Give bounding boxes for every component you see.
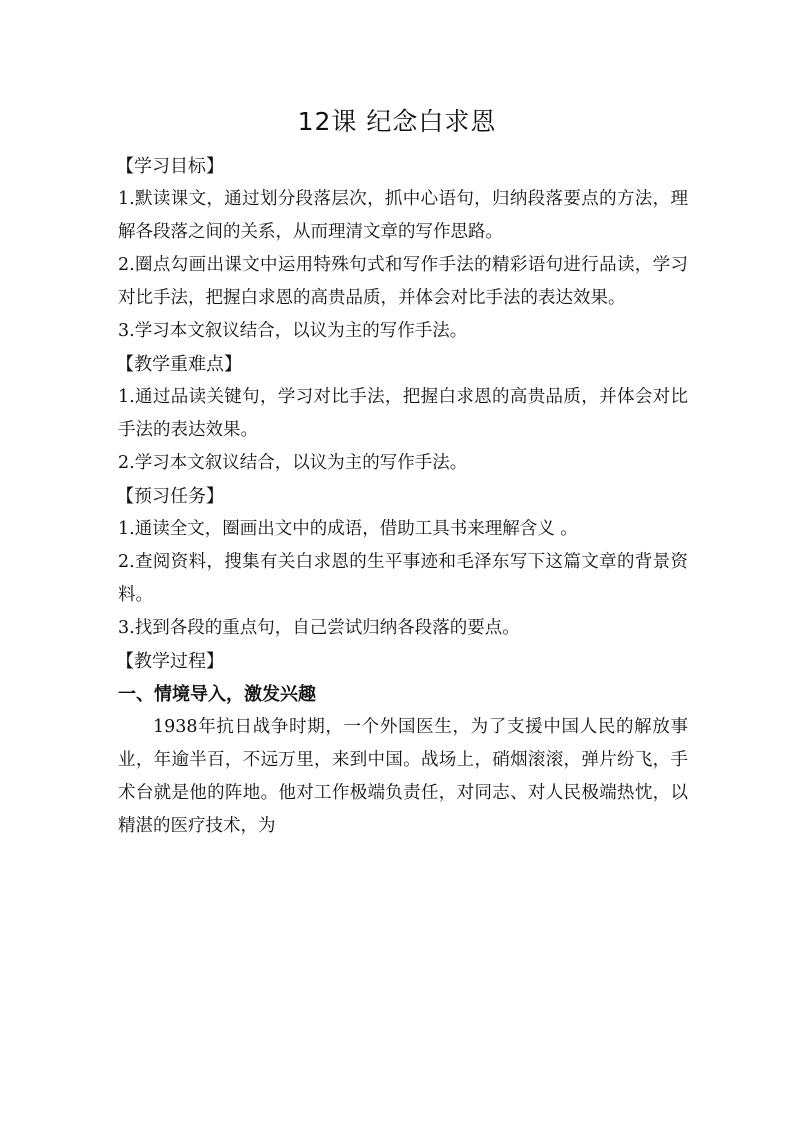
key-point-item-2: 2.学习本文叙议结合，以议为主的写作手法。	[118, 453, 468, 473]
section-heading-preview: 【预习任务】	[116, 486, 224, 507]
section-heading-process: 【教学过程】	[116, 651, 224, 672]
key-point-item-1: 1.通过品读关键句，学习对比手法，把握白求恩的高贵品质，并体会对比手法的表达效果。	[118, 387, 688, 440]
process-paragraph: 1938年抗日战争时期，一个外国医生，为了支援中国人民的解放事业，年逾半百，不远万里，来到中国。战场上，硝烟滚滚，弹片纷飞，手术台就是他的阵地。他对工作极端负责任，对同志、对人民极端热忱，以精湛的医疗技术，为	[118, 717, 688, 836]
page-title: 12课 纪念白求恩	[297, 107, 497, 136]
goal-item-1: 1.默读课文，通过划分段落层次，抓中心语句，归纳段落要点的方法，理解各段落之间的关系，从而理清文章的写作思路。	[118, 189, 688, 242]
document-body	[118, 150, 688, 843]
goal-item-3: 3.学习本文叙议结合，以议为主的写作手法。	[118, 321, 468, 341]
section-heading-key-points: 【教学重难点】	[116, 354, 242, 375]
preview-item-1: 1.通读全文，圈画出文中的成语，借助工具书来理解含义 。	[118, 519, 578, 539]
preview-item-3: 3.找到各段的重点句，自己尝试归纳各段落的要点。	[118, 618, 520, 638]
goal-item-2: 2.圈点勾画出课文中运用特殊句式和写作手法的精彩语句进行品读，学习对比手法，把握白求恩的高贵品质，并体会对比手法的表达效果。	[118, 255, 688, 308]
section-heading-goals: 【学习目标】	[116, 156, 224, 177]
preview-item-2: 2.查阅资料，搜集有关白求恩的生平事迹和毛泽东写下这篇文章的背景资料。	[118, 552, 688, 605]
process-sub-heading: 一、情境导入，激发兴趣	[118, 684, 316, 705]
